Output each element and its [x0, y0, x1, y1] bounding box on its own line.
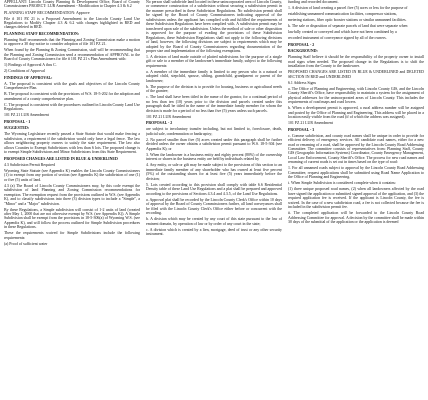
paragraph: APPELLANT: Lincoln County Planning & Development Office, Board of County Commissioners PROJECT: LUR Amendment - Modification to Chapter 4.3 & 6.2 — [4, 0, 140, 9]
paragraph: (1) three unique proposed road names, (2) when all landowners affected by the road have signed the application or submitted signed approval of the application, and (3) the required application fee is received. If the applicant is Lincoln County, the fee is waived. In the case of a new subdivision road, a fee is not collected because the fee is included in the subdivision permit fee. — [288, 187, 424, 210]
paragraph: Planning Staff recommends that the Planning and Zoning Commission make a motion to approve a 30 day notice to consider adoption of file 101 PZ 21. — [4, 37, 140, 47]
paragraph: b. A division which may be created by any court of this state pursuant to the law of eminent domain, by operation of law or by order of any court in the state; — [146, 217, 282, 226]
paragraph: A. The proposal is consistent with the goals and objectives of the Lincoln County Comprehensive Plan. — [4, 81, 140, 91]
paragraph: b. The purpose of the division is to provide for housing, business or agricultural needs of the grantee; — [146, 84, 282, 94]
text-column-3 — [288, 0, 424, 400]
paragraph: 1. A division of land creating a parcel five (5) acres or less for the purpose of — [288, 6, 408, 11]
paragraph: By these Regulations, a Simple subdivision will consist of 1-2 units of land (created after May 1, 2000 that are not otherwise exempt by W.S. (see Appendix K)). A Simple Subdivision shall be exempt from the provisions in 18-5-306(a) of Wyoming W.S. (see Appendix K), and will follow the process outlined for Simple Subdivision procedures in these Regulations. — [4, 207, 140, 230]
paragraph: PLANNING STAFF RECOMMENDATION: Approve — [4, 10, 90, 15]
paragraph: a. A member of the immediate family is limited to any person who is a natural or adopted child, stepchild, spouse, sibling, grandchild, grandparent or parent of the landowner; — [146, 69, 282, 83]
paragraph: funding and recorded document. — [288, 0, 339, 4]
paragraph: 4.3 (a) The Board of Lincoln County Commissioners may, by this code exempt the subdivision of land Planning and Zoning Commission recommendations for exemption. The exemption request from the provisions outlined in W.S. (see Appendix K), and to classify subdivisions into three (3) division types to include a "Simple", a "Minor" and a "Major" subdivision. — [4, 183, 140, 206]
paragraph: metering stations, fiber optic booster stations or similar unmanned facilities. — [288, 18, 407, 23]
paragraph: b. When a development permit is approved, a rural address number will be assigned and posted by the Office of Planning and Engineering. This address will be placed in a location easily visible from the road (if of which the address was assigned). — [288, 106, 424, 120]
paragraph: The Wyoming Legislature recently passed a State Statute that would make fencing a subdivision, a requirement if the subdivision would only have a legal fence. The law allows neighboring property owners to satisfy the state requirement. The law also allows Counties to Exempt Subdivisions with less than 6 lots. The proposed change is to exempt Simple Subdivisions and Minor Subdivisions from this State Requirement. — [4, 132, 140, 155]
paragraph: 2) Conditions of Approval — [4, 69, 45, 74]
paragraph: 1. For all unnamed roads subject to approval by the Lincoln County Road Addressing Committee, request applications shall be submitted using Road Name Application to the Office of Planning and Engineering. — [288, 166, 424, 180]
paragraph: 1) Findings of Approval A thru C. — [4, 63, 57, 68]
paragraph: 1. A division of land made outside of platted subdivisions for the purpose of a single gift or sale to a member of the landowner's immediate family, subject to the following requirements: — [146, 55, 282, 68]
paragraph: 4.3 Subdivision Permit Required — [4, 162, 56, 167]
paragraph: BACKGROUND: — [288, 49, 318, 54]
paragraph: 4. Any entity, or sale or gift may be made subject to the provisions of this section to an immediate family member of any shareholder who has owned at least five percent (5%) of the outstanding shares for at least five (5) years immediately before the division; — [146, 163, 282, 181]
paragraph: a. Approval plat shall be recorded by the Lincoln County Clerk's Office within 10 days of approval by the Board of County Commissioners further, all land conveyances shall be filed with the Lincoln County Clerk's Office either before or concurrent with the recording. — [146, 197, 282, 216]
paragraph: C. The proposal is consistent with the procedures outlined in Lincoln County Land Use Regulations. — [4, 102, 140, 112]
paragraph: 101 PZ 21 LUR Amendment — [288, 121, 333, 126]
paragraph: SUGGESTED: — [4, 126, 30, 131]
paragraph: c. A division which is created by a lien, mortgage, deed of trust or any other security instrument. — [146, 227, 282, 237]
paragraph: ii. The completed application will be forwarded to the Lincoln County Road Addressing Committee for approval. A decision by the committee shall be made within 30 days of the submittal of the application or the application is deemed — [288, 211, 424, 225]
paragraph: PROPOSAL - 2 — [146, 121, 173, 126]
paragraph: FINDINGS OF APPROVAL: — [4, 75, 53, 80]
paragraph: File # 101 PZ 21 is a Proposed Amendment to the Lincoln County Land Use Regulations to Modify Chapter 4.3 & 6.2 with changes highlighted in RED and changes deleted in RED. — [4, 16, 140, 30]
paragraph: a. The Office of Planning and Engineering, with Lincoln County GIS, and the Lincoln County Sheriff's Office, have responsibility to maintain a system for the assignment of physical addresses for the unincorporated areas of Lincoln County. This includes the requirements of road maps and road lowers. — [288, 86, 424, 105]
paragraph: PROPOSED CHANGES ARE LISTED IN BLUE & UNDERLINED and DELETED SECTION IN RED and UNDERLINED — [288, 70, 424, 79]
paragraph: B. The proposal is consistent with the provisions of W.S. 18-5-202 for the adoption and amendment of a county comprehensive plan. — [4, 92, 140, 101]
paragraph: 101 PZ 21 LUR Amendment — [4, 113, 49, 118]
paragraph: PROPOSAL - 2 — [288, 42, 315, 47]
paragraph: are subject to involuntary transfer including, but not limited to, foreclosure, death, judicial sale, condemnation or bankruptcy; — [146, 127, 282, 136]
paragraph: PROPOSED CHANGES ARE LISTED IN BLUE & UNDERLINED — [4, 156, 118, 161]
paragraph: 3. When the landowner is a business entity and eighty percent (80%) of the ownership interest or shares in the business entity are held by individuals related by — [146, 152, 282, 162]
paragraph: 101 PZ 21 LUR Amendment — [146, 114, 191, 119]
paragraph: k. The sale or disposition of separate parcels of land that were separate when — [288, 24, 408, 29]
paragraph: 5. Lots created according to this provision shall comply with table 6.6 Residential Density table of these Land Use Regulations and a plat shall be prepared and approved according to the provisions of Sections 4.3.4 and 4.3.5, of the Land Use Regulations. — [146, 182, 282, 196]
paragraph: lawfully created or conveyed and which have not been combined by a — [288, 30, 397, 35]
paragraph: Wyoming State Statute (see Appendix K) enables the Lincoln County Commissioners (1) to exempt from any portion of section (see Appendix K) the subdivision of one (1) or five (5) units of land. — [4, 168, 140, 182]
paragraph: i. When Simple Subdivision is considered complete when it contains: — [288, 181, 396, 186]
text-column-2 — [146, 0, 282, 400]
paragraph: 6.1 Address Signs — [288, 80, 316, 85]
paragraph: (a) Proof of sufficient water — [4, 241, 48, 246]
paragraph: recorded instrument of conveyance signed by all of the owners. — [288, 36, 387, 41]
paragraph: Planning Staff believe it should be the responsibility of the property owner to install road signs when needed. The proposed change in the Regulations is to shift the installation from the County to the landowner. — [288, 55, 424, 69]
paragraph: c. Comme subdivision, and county road names shall be unique in order to provide for efficient delivery of emergency services. All candidate road names, either for a new road or renaming of a road, shall be approved by the Lincoln County Road Addressing Committee. The committee consists of representatives from: Planning Staff, County GIS (Geographic Information Systems) Coordinator, County Emergency Management, Local Law Enforcement, County Sheriff's Office. The process for new road names and renaming of current roads is set out in times based on the type of road: — [288, 133, 424, 165]
paragraph: When found by the Planning & Zoning Commission, staff will be recommending that the Planning and Zoning Commission send a recommendation of APPROVAL to the Board of County Commissioners for file # 101 PZ 21 s Plan Amendment with: — [4, 48, 140, 62]
paragraph: PROPOSAL - 1 — [4, 119, 31, 124]
paragraph: 2. No parcel smaller than five (5) acres created under this paragraph shall be further divided unless the owner obtains a subdivision permit pursuant to W.S. 18-5-304 (see Appendix K); or — [146, 137, 282, 151]
paragraph: PLANNING STAFF RECOMMENDATION: — [4, 31, 80, 36]
paragraph: No person shall subdivide land located in these unincorporated area of Lincoln County, or commence construction of a subdivision without securing a subdivision permit in the manner prescribed in these Subdivision Regulations. No subdivision permit shall be signed by the Board of County Commissioners indicating approval of the subdivisions unless the applicant has complied with and fulfilled the requirements of these Subdivision Regulations have been complied with. A subdivision permit may be transferred upon sale of the subdivision. Unless the method of sale or other disposition is approved for the purpose of evading the provisions of these Subdivision Regulations, these Subdivision Regulations shall not apply to the following divisions of land, however, the following divisions are subject to requirements which may be adopted by the Board of County Commissioners regarding documentation of the proper size and implementation of the following exemptions. — [146, 0, 282, 53]
text-column-1 — [4, 0, 140, 400]
paragraph: These the requirements waived for Simple Subdivisions include the following requirements: — [4, 231, 140, 240]
paragraph: PROPOSAL - 3 — [288, 127, 315, 132]
paragraph: c. The land shall have been titled in the name of the grantor, for a continual period of no less than ten (10) years prior to the division and parcels created under this paragraph shall be titled in the name of the immediate family member for whom the division is made for a period of no less than five (5) years unless such parcels. — [146, 95, 282, 113]
paragraph: establishing unmanned communication facilities, compressor stations, — [288, 12, 398, 17]
